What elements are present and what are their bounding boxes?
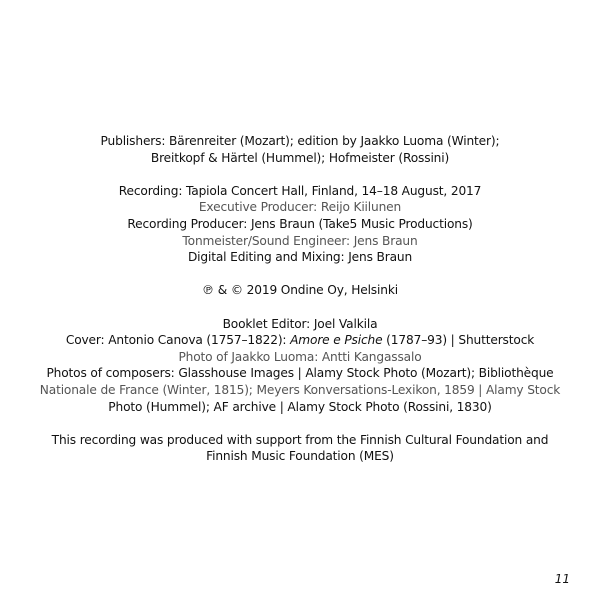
support-line-1: This recording was produced with support from the Finnish Cultural Foundation and <box>51 432 549 447</box>
cover-title: Amore e Psiche <box>290 333 383 348</box>
recording-location: Recording: Tapiola Concert Hall, Finland, 14–18 August, 2017 <box>118 183 482 198</box>
spacer <box>0 415 600 432</box>
support-line-2: Finnish Music Foundation (MES) <box>206 449 394 464</box>
photos-composers-line-1: Photos of composers: Glasshouse Images | Alamy Stock Photo (Mozart); Bibliothèque <box>46 366 554 381</box>
digital-editing: Digital Editing and Mixing: Jens Braun <box>187 250 413 265</box>
photo-luoma: Photo of Jaakko Luoma: Antti Kangassalo <box>178 349 422 364</box>
credits-block <box>0 133 600 465</box>
spacer <box>0 166 600 183</box>
cover-prefix: Cover: Antonio Canova (1757–1822): <box>65 333 291 348</box>
tonmeister: Tonmeister/Sound Engineer: Jens Braun <box>182 233 418 248</box>
recording-producer: Recording Producer: Jens Braun (Take5 Music Productions) <box>127 216 473 231</box>
copyright-line: ℗ & © 2019 Ondine Oy, Helsinki <box>202 283 398 298</box>
cover-suffix: (1787–93) | Shutterstock <box>382 333 535 348</box>
cover-credit <box>0 332 600 349</box>
booklet-editor: Booklet Editor: Joel Valkila <box>222 316 378 331</box>
page-number: 11 <box>554 572 570 586</box>
executive-producer: Executive Producer: Reijo Kiilunen <box>198 200 402 215</box>
photos-composers-line-3: Photo (Hummel); AF archive | Alamy Stock Photo (Rossini, 1830) <box>108 399 492 414</box>
publishers-line-1: Publishers: Bärenreiter (Mozart); edition by Jaakko Luoma (Winter); <box>100 134 500 148</box>
spacer <box>0 266 600 283</box>
publishers-line-2: Breitkopf & Härtel (Hummel); Hofmeister (Rossini) <box>150 150 450 165</box>
spacer <box>0 299 600 316</box>
photos-composers-line-2: Nationale de France (Winter, 1815); Meyers Konversations-Lexikon, 1859 | Alamy Stock <box>39 382 561 397</box>
